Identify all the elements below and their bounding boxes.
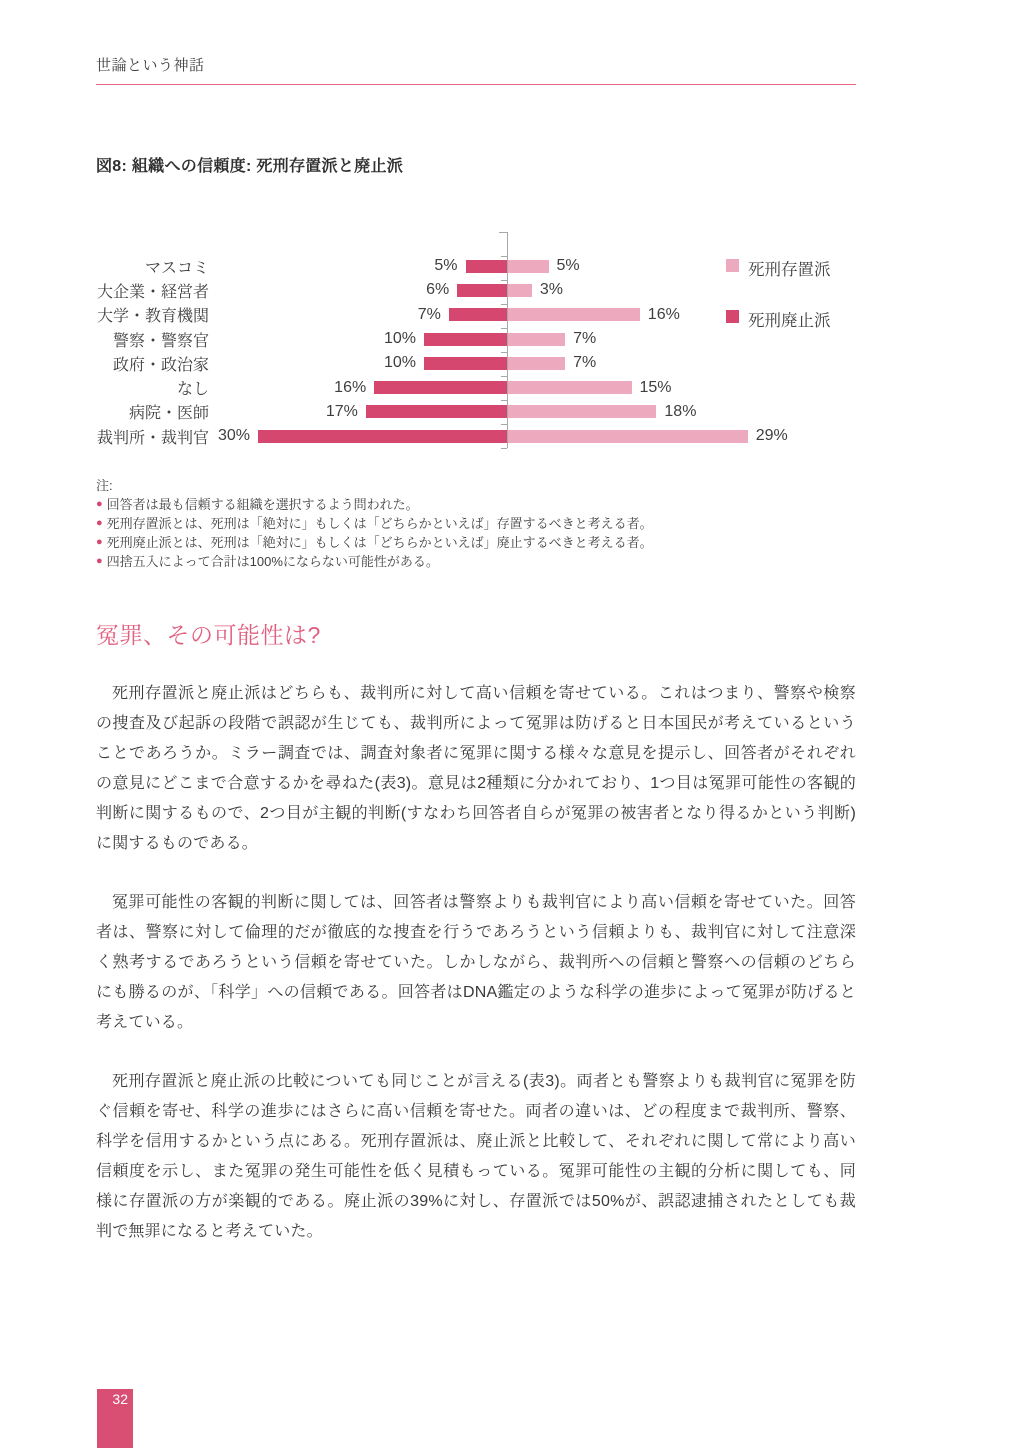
right-value-label: 18% (664, 402, 697, 420)
legend-label: 死刑存置派 (748, 261, 831, 279)
category-label: 病院・医師 (128, 405, 209, 423)
axis-tick (501, 328, 507, 329)
note-item (96, 514, 856, 533)
axis-tick (501, 304, 507, 305)
paragraph: 死刑存置派と廃止派の比較についても同じことが言える(表3)。両者とも警察よりも裁判官に冤罪を防ぐ信頼を寄せ、科学の進歩にはさらに高い信頼を寄せた。両者の違いは、どの程度まで裁判所、警察、科学を信用するかという点にある。死刑存置派は、廃止派と比較して、それぞれに関して常により高い信頼度を示し、また冤罪の発生可能性を低く見積もっている。冤罪可能性の主観的分析に関しても、同様に存置派の方が楽観的である。廃止派の39%に対し、存置派では50%が、誤認逮捕されたとしても裁判で無罪になると考えていた。 (96, 1073, 856, 1240)
axis-tick (501, 424, 507, 425)
chart-row (96, 400, 856, 424)
right-bar (507, 405, 656, 418)
note-item (96, 552, 856, 571)
axis-tick (499, 232, 507, 233)
chart-row (96, 375, 856, 399)
right-bar (507, 381, 632, 394)
chart-legend (726, 256, 831, 331)
paragraph: 冤罪可能性の客観的判断に関しては、回答者は警察よりも裁判官により高い信頼を寄せていた。回答者は、警察に対して倫理的だが徹底的な捜査を行うであろうという信頼よりも、裁判官に対して注意深く熟考するであろうという信頼を寄せていた。しかしながら、裁判所への信頼と警察への信頼のどちらにも勝るのが、「科学」への信頼である。回答者はDNA鑑定のような科学の進歩によって冤罪が防げると考えている。 (96, 894, 856, 1031)
left-value-label: 16% (334, 378, 367, 396)
left-value-label: 17% (325, 402, 358, 420)
legend-swatch (726, 259, 739, 272)
left-bar (424, 333, 507, 346)
note-text: 回答者は最も信頼する組織を選択するよう問われた。 (106, 497, 419, 512)
legend-swatch (726, 310, 739, 323)
right-value-label: 29% (755, 427, 788, 445)
right-bar (507, 308, 640, 321)
notes-label: 注: (96, 478, 113, 493)
left-value-label: 10% (383, 330, 416, 348)
note-text: 死刑廃止派とは、死刑は「絶対に」もしくは「どちらかといえば」廃止するべきと考える者。 (106, 535, 653, 550)
left-bar (466, 260, 508, 273)
left-value-label: 30% (217, 427, 250, 445)
left-value-label: 10% (383, 354, 416, 372)
axis-tick (501, 448, 507, 449)
right-value-label: 16% (647, 305, 680, 323)
body-paragraphs (96, 679, 856, 1247)
note-text: 四捨五入によって合計は100%にならない可能性がある。 (106, 554, 439, 569)
legend-label: 死刑廃止派 (748, 312, 831, 330)
left-bar (366, 405, 507, 418)
chart-notes (96, 476, 856, 571)
category-label: 裁判所・裁判官 (96, 429, 209, 447)
header-rule (96, 84, 856, 85)
right-bar (507, 430, 748, 443)
note-text: 死刑存置派とは、死刑は「絶対に」もしくは「どちらかといえば」存置するべきと考える者。 (106, 516, 653, 531)
running-header: 世論という神話 (96, 57, 205, 74)
left-bar (449, 308, 507, 321)
page-number: 32 (112, 1391, 128, 1407)
category-label: 大企業・経営者 (96, 283, 209, 301)
right-value-label: 7% (573, 354, 597, 372)
right-value-label: 7% (573, 330, 597, 348)
left-bar (258, 430, 507, 443)
note-item (96, 533, 856, 552)
right-bar (507, 333, 565, 346)
chart-row (96, 424, 856, 448)
category-label: マスコミ (144, 259, 209, 277)
axis-tick (501, 256, 507, 257)
note-bullet-icon: ● (96, 517, 103, 529)
figure-8-chart (96, 232, 856, 448)
right-value-label: 5% (556, 257, 580, 275)
right-bar (507, 260, 549, 273)
note-bullet-icon: ● (96, 498, 103, 510)
axis-tick (501, 376, 507, 377)
left-bar (374, 381, 507, 394)
right-bar (507, 357, 565, 370)
figure-title: 図8: 組織への信頼度: 死刑存置派と廃止派 (96, 158, 404, 175)
category-label: 警察・警察官 (112, 332, 209, 350)
note-bullet-icon: ● (96, 555, 103, 567)
category-label: なし (176, 381, 209, 399)
axis-tick (501, 400, 507, 401)
legend-item (726, 307, 831, 331)
left-bar (424, 357, 507, 370)
note-bullet-icon: ● (96, 536, 103, 548)
chart-row (96, 351, 856, 375)
content-column (96, 0, 856, 1247)
page-number-box (97, 1389, 133, 1448)
paragraph: 死刑存置派と廃止派はどちらも、裁判所に対して高い信頼を寄せている。これはつまり、警察や検察の捜査及び起訴の段階で誤認が生じても、裁判所によって冤罪は防げると日本国民が考えているということであろうか。ミラー調査では、調査対象者に冤罪に関する様々な意見を提示し、回答者がそれぞれの意見にどこまで合意するかを尋ねた(表3)。意見は2種類に分かれており、1つ目は冤罪可能性の客観的判断に関するもので、2つ目が主観的判断(すなわち回答者自らが冤罪の被害者となり得るかという判断)に関するものである。 (96, 685, 856, 852)
chart-center-axis (507, 232, 508, 448)
left-bar (457, 284, 507, 297)
left-value-label: 7% (417, 305, 441, 323)
axis-tick (501, 280, 507, 281)
category-label: 大学・教育機関 (96, 308, 209, 326)
notes-list (96, 495, 856, 571)
legend-item (726, 256, 831, 280)
left-value-label: 6% (426, 281, 450, 299)
right-value-label: 15% (639, 378, 672, 396)
left-value-label: 5% (434, 257, 458, 275)
right-bar (507, 284, 532, 297)
right-value-label: 3% (539, 281, 564, 299)
section-heading: 冤罪、その可能性は? (96, 622, 321, 648)
axis-tick (501, 352, 507, 353)
note-item (96, 495, 856, 514)
category-label: 政府・政治家 (112, 356, 209, 374)
